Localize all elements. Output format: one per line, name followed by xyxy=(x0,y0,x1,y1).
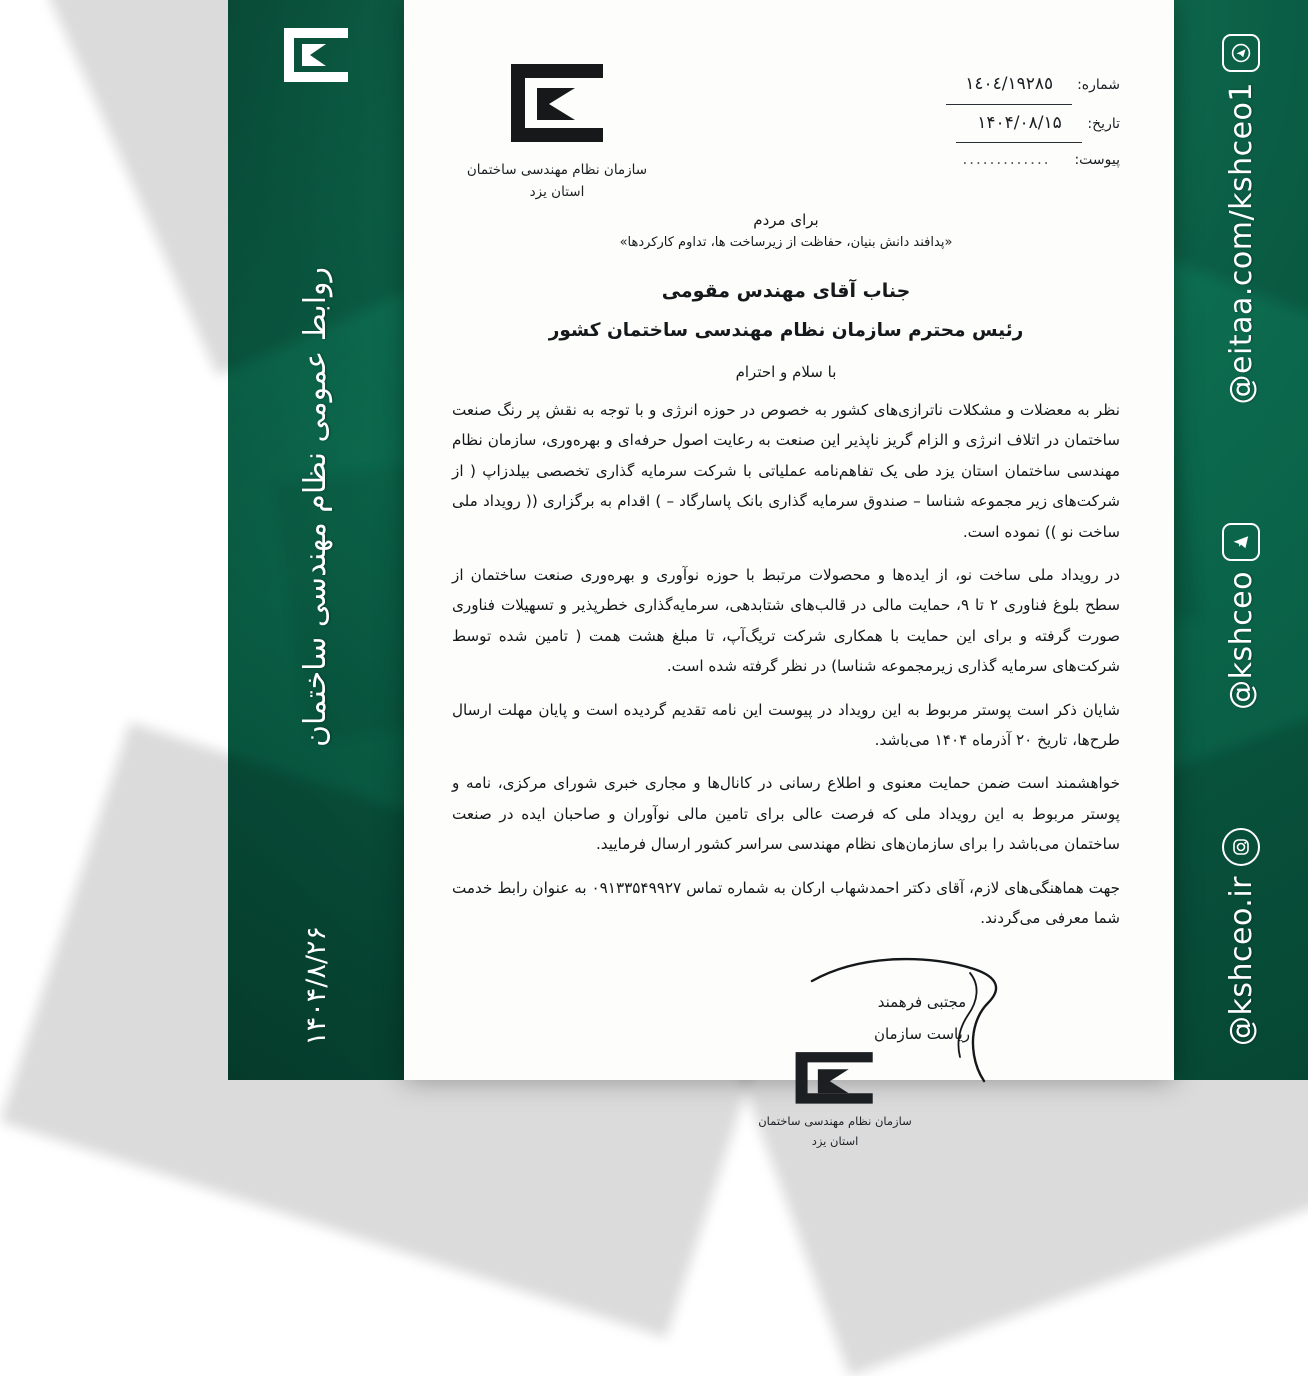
letterhead xyxy=(452,52,1120,203)
reference-date-label: تاریخ: xyxy=(1087,115,1120,132)
stamp-line2: استان یزد xyxy=(811,1133,859,1148)
reference-attachment-row xyxy=(944,143,1121,176)
social-handle: @eitaa.com/kshceo1 xyxy=(1223,82,1259,405)
social-handle: @kshceo.ir xyxy=(1223,876,1259,1046)
letterhead-logo-block xyxy=(452,56,662,203)
eitaa-icon xyxy=(1222,34,1260,72)
reference-date-row xyxy=(944,105,1121,144)
signature-block xyxy=(452,951,1120,1161)
signature-names xyxy=(874,987,970,1050)
reference-attachment-label: پیوست: xyxy=(1074,152,1120,169)
social-item-instagram[interactable] xyxy=(1222,828,1260,1046)
body-paragraph: در رویداد ملی ساخت نو، از ایده‌ها و محصولات مرتبط با حوزه نوآوری و بهره‌وری صنعت ساختمان از سطح بلوغ فناوری ۲ تا ۹، حمایت مالی در قالب‌های شتابدهی، سرمایه‌گذاری خطرپذیر و تسهیلات فناوری صورت گرفته و برای این حمایت با همکاری شرکت تریگ‌آپ، تا مبلغ هشت همت ( تامین شده توسط شرکت‌های سرمایه گذاری زیرمجموعه شناسا) در نظر گرفته شده است. xyxy=(452,565,1120,676)
letter-body xyxy=(452,395,1120,934)
signatory-title: ریاست سازمان xyxy=(873,1024,970,1043)
strip-title-text: روابط عمومی نظام مهندسی ساختمان xyxy=(297,267,333,748)
reference-attachment-value: ............. xyxy=(962,150,1051,169)
letterhead-org-name-line2: استان یزد xyxy=(529,183,585,200)
slogan-block xyxy=(452,211,1120,250)
letterhead-org-name-line1: سازمان نظام مهندسی ساختمان xyxy=(466,162,648,178)
nezam-mohandesi-logo-icon xyxy=(452,56,662,156)
addressee-line2: رئیس محترم سازمان نظام مهندسی ساختمان کشور xyxy=(548,320,1024,342)
body-paragraph: جهت هماهنگی‌های لازم، آقای دکتر احمدشهاب ارکان به شماره تماس ۰۹۱۳۳۵۴۹۹۲۷ به عنوان رابط خدمت شما معرفی می‌گردند. xyxy=(452,878,1120,928)
strip-date: ۱۴۰۴/۸/۲۶ xyxy=(300,926,332,1046)
social-handle: @kshceo xyxy=(1223,570,1259,710)
reference-block xyxy=(944,66,1121,176)
poster-canvas xyxy=(228,0,1308,1148)
signatory-name: مجتبی فرهمند xyxy=(877,993,967,1012)
strip-title xyxy=(228,88,404,926)
body-paragraph: نظر به معضلات و مشکلات ناترازی‌های کشور به خصوص در حوزه انرژی و با توجه به نقش پر رنگ صنعت ساختمان در اتلاف انرژی و الزام گریز ناپذیر این صنعت به رعایت اصول حرفه‌ای و بهره‌وری، سازمان نظام مهندسی ساختمان استان یزد طی یک تفاهم‌نامه عملیاتی با شرکت سرمایه گذاری تخصصی بیلدزاپ ( از شرکت‌های زیر مجموعه شناسا – صندوق سرمایه گذاری بانک پاسارگاد – ) اقدام به برگزاری (( رویداد ملی ساخت نو )) نموده است. xyxy=(452,400,1120,541)
greeting-line: با سلام و احترام xyxy=(735,362,837,381)
letter-document xyxy=(404,0,1174,1148)
telegram-icon xyxy=(1222,523,1260,561)
reference-number-value: ١٤٠٤/١٩٢٨٥ xyxy=(946,66,1072,105)
nezam-mohandesi-logo-icon xyxy=(280,22,352,88)
reference-number-row xyxy=(944,66,1121,105)
social-item-telegram[interactable] xyxy=(1222,523,1260,710)
slogan-line2: «پدافند دانش بنیان، حفاظت از زیرساخت ها، تداوم کارکردها» xyxy=(619,235,953,251)
social-item-eitaa[interactable] xyxy=(1222,34,1260,404)
slogan-line1: برای مردم xyxy=(753,211,819,230)
reference-number-label: شماره: xyxy=(1077,77,1120,93)
nezam-mohandesi-stamp-icon xyxy=(787,1047,883,1107)
instagram-icon xyxy=(1222,828,1260,866)
stamp-line1: سازمان نظام مهندسی ساختمان xyxy=(758,1114,912,1129)
reference-date-value: ۱۴۰۴/۰۸/۱۵ xyxy=(956,105,1082,144)
official-stamp xyxy=(750,1047,920,1150)
addressee-block xyxy=(452,272,1120,351)
branding-strip xyxy=(228,0,404,1080)
body-paragraph: شایان ذکر است پوستر مربوط به این رویداد در پیوست این نامه تقدیم گردیده است و پایان مهلت ارسال طرح‌ها، تاریخ ۲۰ آذرماه ۱۴۰۴ می‌باشد. xyxy=(452,700,1120,749)
addressee-line1: جناب آقای مهندس مقومی xyxy=(661,280,911,303)
body-paragraph: خواهشمند است ضمن حمایت معنوی و اطلاع رسانی در کانال‌ها و مجاری خبری شورای مرکزی، نامه و پوستر مربوط به این رویداد ملی که فرصت عالی برای تامین مالی نوآوران و صاحبان ایده در صنعت ساختمان می‌باشد را برای سازمان‌های نظام مهندسی سراسر کشور ارسال فرمایید. xyxy=(452,774,1120,854)
social-strip xyxy=(1174,0,1308,1080)
